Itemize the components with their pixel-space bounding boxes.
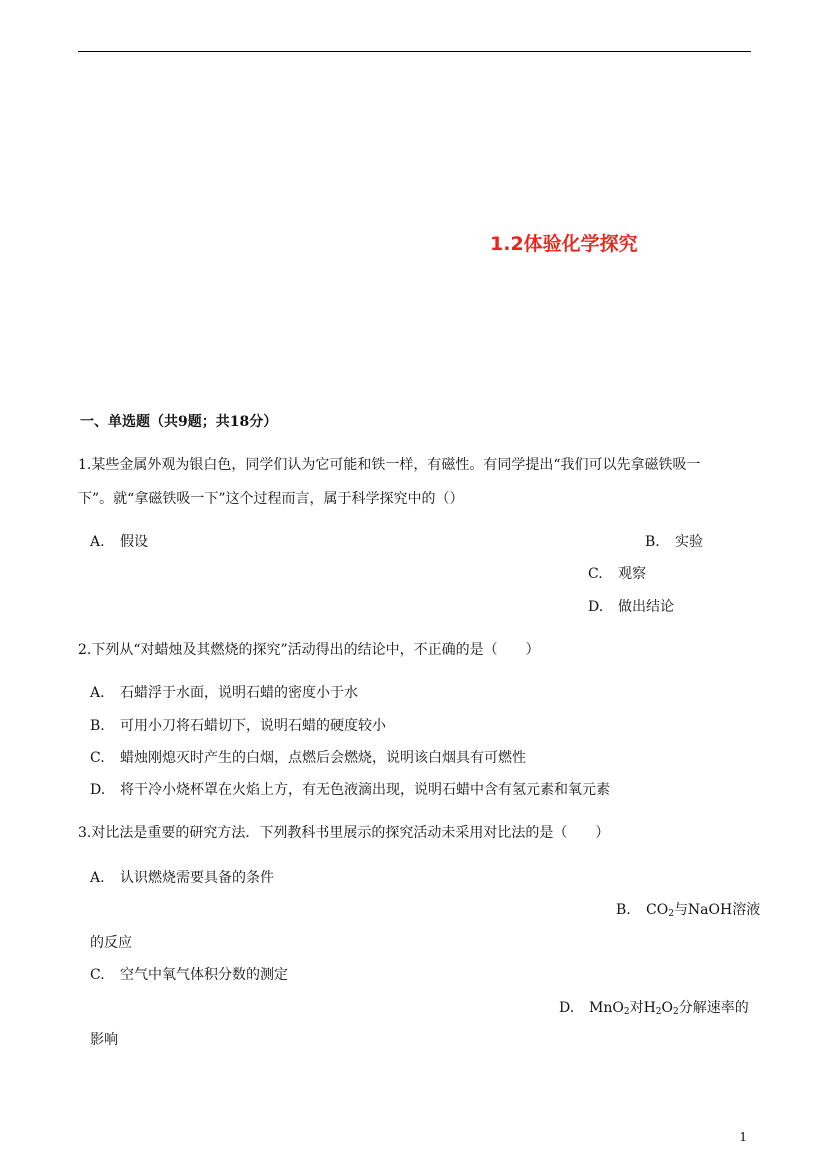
question-1-line-2: 下”。就“拿磁铁吸一下”这个过程而言，属于科学探究中的（） [78,491,464,507]
q3-option-d[interactable] [559,997,749,1017]
header-rule [78,51,751,52]
question-1-line-1: 1.某些金属外观为银白色，同学们认为它可能和铁一样，有磁性。有同学提出“我们可以先拿磁铁吸一 [78,457,701,473]
option-text: 假设 [120,534,148,550]
q1-option-c[interactable] [588,563,646,583]
q3-option-c[interactable] [90,964,288,984]
q2-option-a[interactable] [90,682,358,702]
option-label: A. [90,685,105,701]
q2-option-d[interactable] [90,779,610,799]
option-text: 观察 [618,566,646,582]
option-text: 做出结论 [618,599,674,615]
option-text: 认识燃烧需要具备的条件 [120,870,274,886]
q3-option-b-continuation: 的反应 [90,935,132,951]
option-text: 将干冷小烧杯罩在火焰上方，有无色液滴出现，说明石蜡中含有氢元素和氧元素 [120,782,610,798]
option-text: 实验 [675,534,703,550]
q2-option-b[interactable] [90,715,386,735]
option-label: C. [90,750,105,766]
option-text: $CO_2$与NaOH溶液 [646,902,761,919]
question-3-stem: 3.对比法是重要的研究方法．下列教科书里展示的探究活动未采用对比法的是（ ） [78,825,610,841]
option-label: D. [559,1000,575,1016]
q2-option-c[interactable] [90,747,526,767]
q3-option-d-continuation: 影响 [90,1032,118,1048]
option-text: 空气中氧气体积分数的测定 [120,967,288,983]
option-label: A. [90,870,105,886]
option-label: A. [90,534,105,550]
option-label: B. [616,902,631,918]
page-number: 1 [739,1130,747,1144]
q3-option-a[interactable] [90,867,274,887]
question-2-stem: 2.下列从“对蜡烛及其燃烧的探究”活动得出的结论中，不正确的是（ ） [78,642,540,658]
option-label: D. [588,599,604,615]
option-label: C. [90,967,105,983]
q1-option-b[interactable] [645,531,703,551]
option-text: 石蜡浮于水面，说明石蜡的密度小于水 [120,685,358,701]
q1-option-d[interactable] [588,596,674,616]
option-label: B. [645,534,660,550]
q1-option-a[interactable] [90,531,148,551]
option-label: C. [588,566,603,582]
option-text: 可用小刀将石蜡切下，说明石蜡的硬度较小 [120,718,386,734]
option-text: MnO$_2$对$H_2O_2$分解速率的 [589,1000,749,1017]
option-label: D. [90,782,106,798]
option-text: 蜡烛刚熄灭时产生的白烟，点燃后会燃烧，说明该白烟具有可燃性 [120,750,526,766]
page-title: 1.2体验化学探究 [490,233,638,255]
q3-option-b[interactable] [616,899,760,919]
section-heading: 一、单选题（共9题；共18分） [80,414,278,430]
option-label: B. [90,718,105,734]
